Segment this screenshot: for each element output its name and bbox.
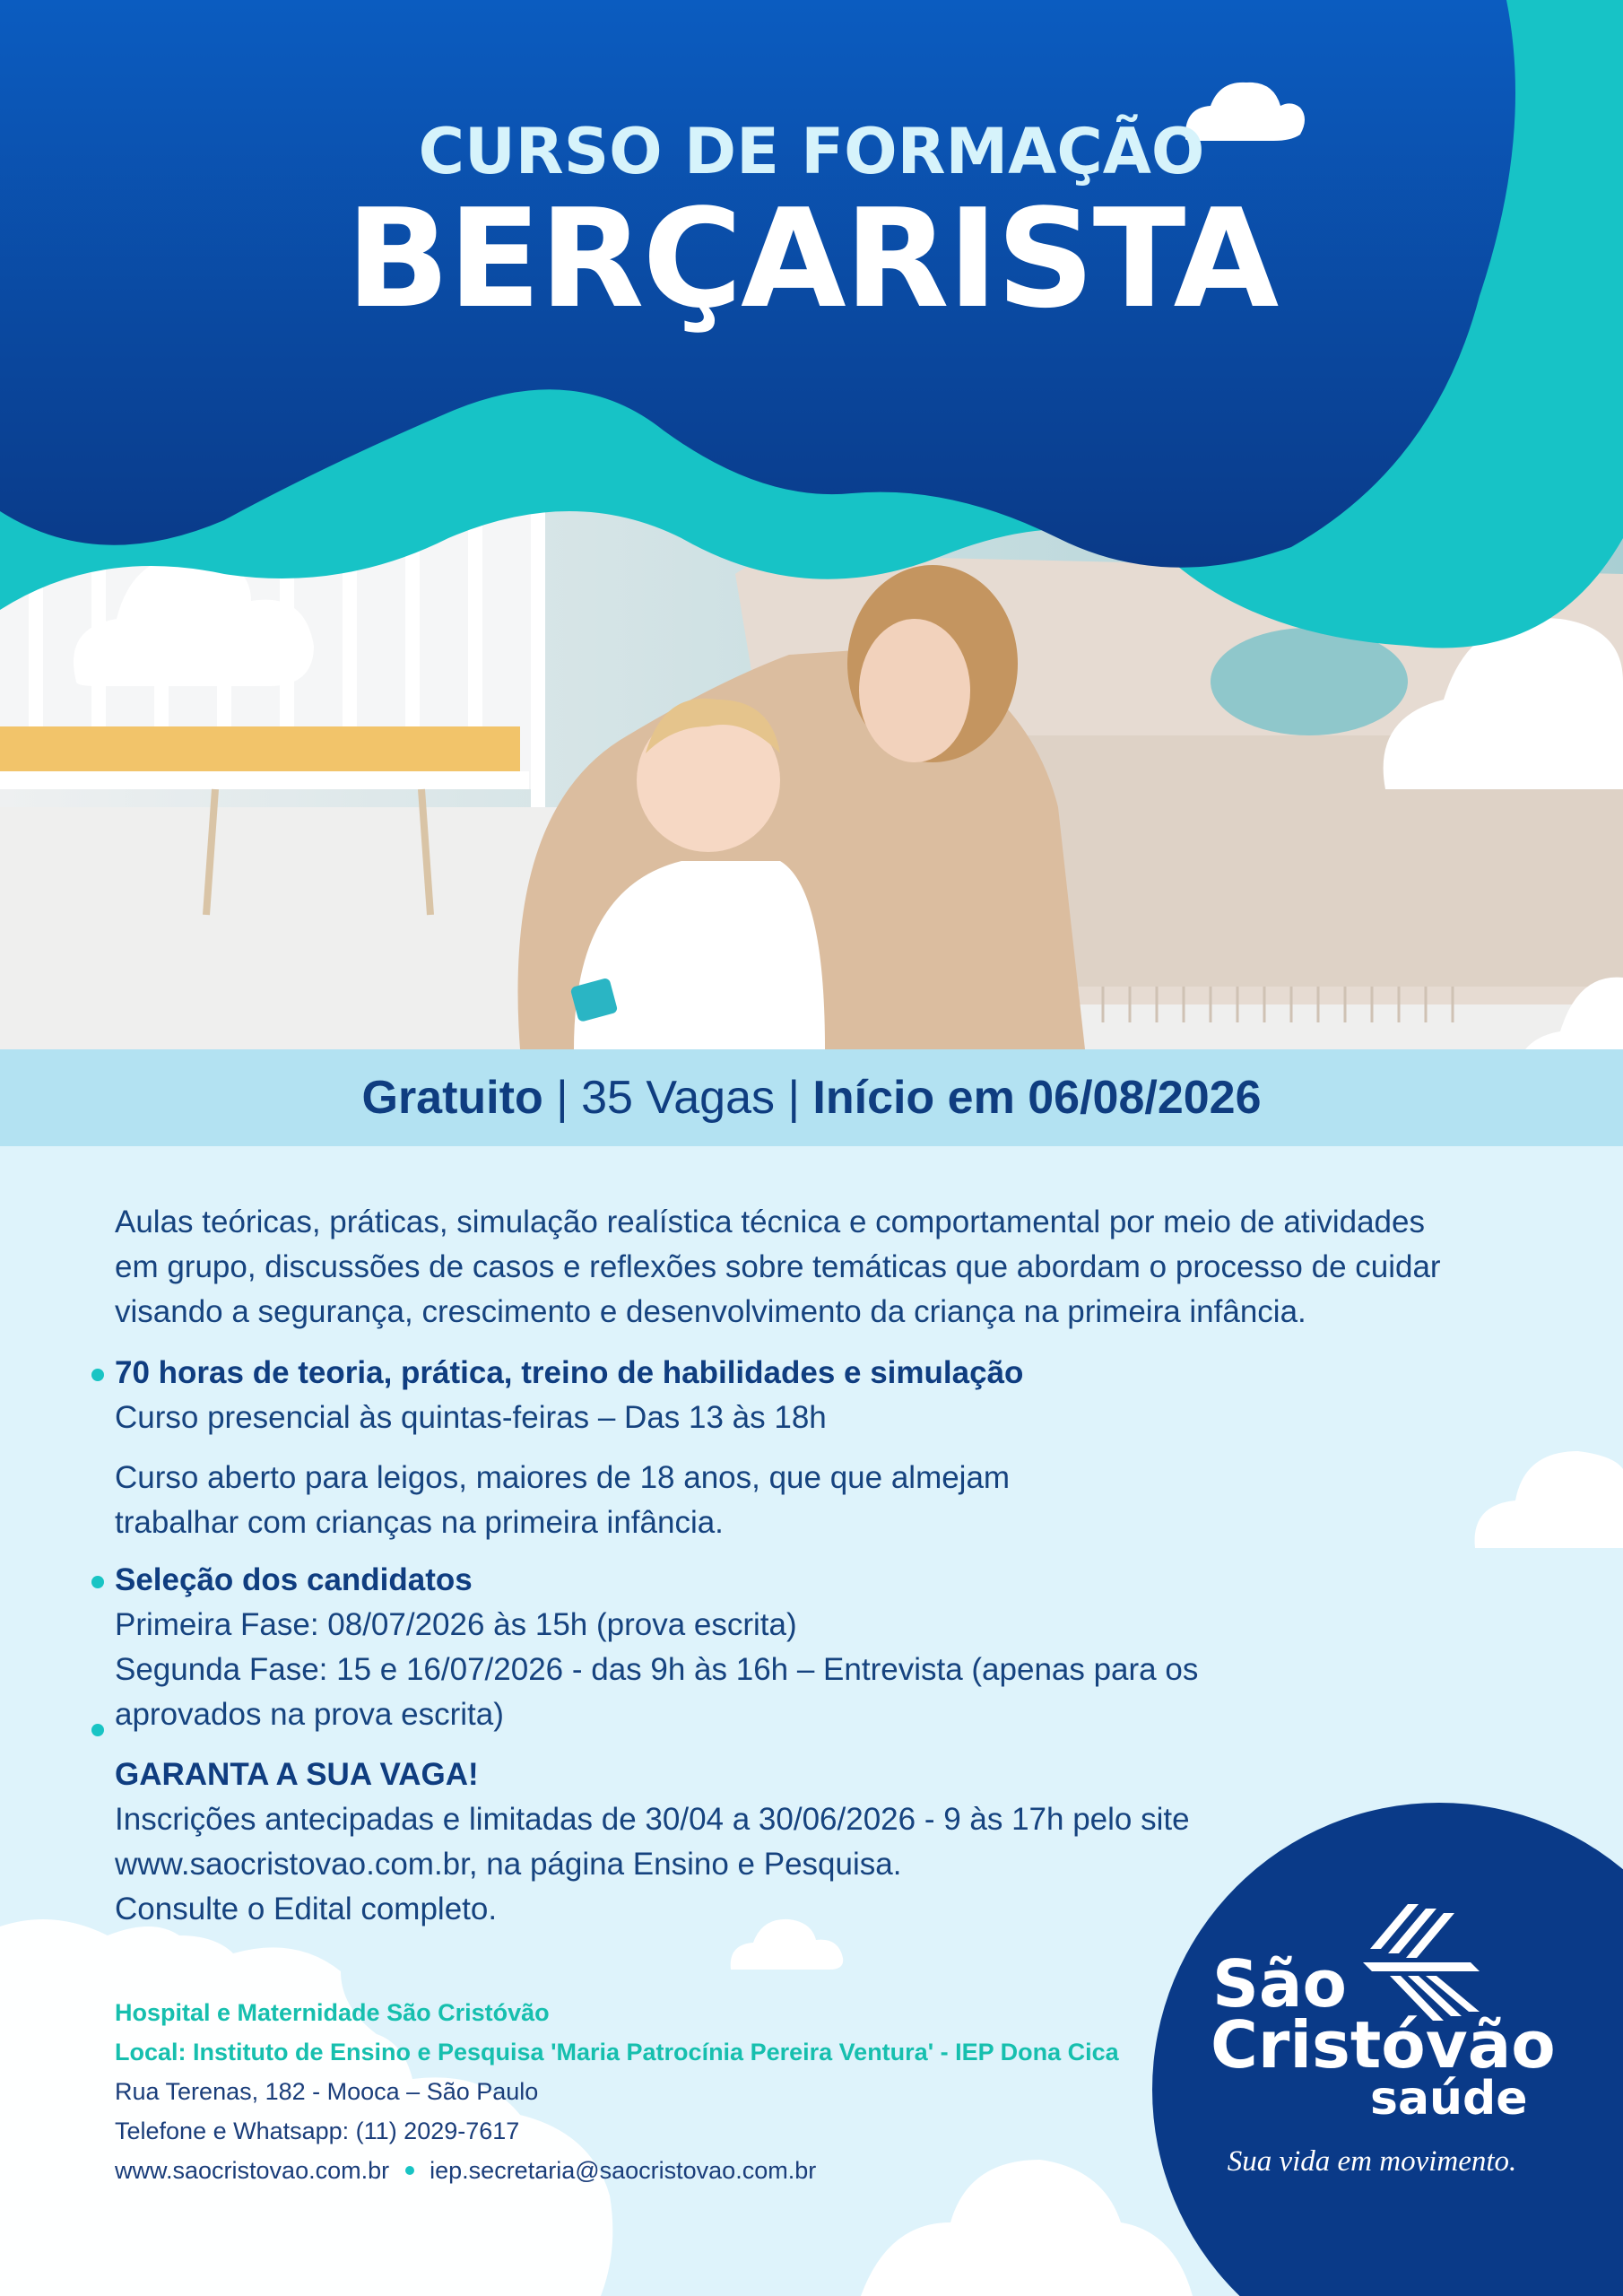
- hospital-name: Hospital e Maternidade São Cristóvão: [115, 1999, 550, 2026]
- cta-line: Inscrições antecipadas e limitadas de 30/04 a 30/06/2026 - 9 às 17h pelo site: [115, 1802, 1190, 1837]
- hours-block: [115, 1351, 1370, 1440]
- intro-line: visando a segurança, crescimento e desenvolvimento da criança na primeira infância.: [115, 1294, 1306, 1329]
- bullet-icon: [91, 1369, 104, 1381]
- course-subtitle: CURSO DE FORMAÇÃO: [418, 115, 1205, 188]
- audience-line: Curso aberto para leigos, maiores de 18 anos, que que almejam: [115, 1460, 1011, 1495]
- logo-tagline: Sua vida em movimento.: [1227, 2145, 1517, 2178]
- location-text: Local: Instituto de Ensino e Pesquisa 'Maria Patrocínia Pereira Ventura' - IEP Dona Cica: [115, 2039, 1119, 2066]
- hours-heading: 70 horas de teoria, prática, treino de habilidades e simulação: [115, 1355, 1024, 1390]
- logo-name-line3: saúde: [1370, 2072, 1528, 2126]
- phase-two-text-continued: aprovados na prova escrita): [115, 1697, 504, 1732]
- free-label: Gratuito: [361, 1072, 543, 1124]
- selection-block: [115, 1558, 1370, 1737]
- audience-block: [115, 1456, 1370, 1545]
- intro-line: em grupo, discussões de casos e reflexões sobre temáticas que abordam o processo de cuidar: [115, 1249, 1441, 1284]
- course-title: BERÇARISTA: [345, 179, 1278, 338]
- separator: |: [775, 1072, 813, 1124]
- phase-one-text: Primeira Fase: 08/07/2026 às 15h (prova escrita): [115, 1607, 797, 1642]
- address-text: Rua Terenas, 182 - Mooca – São Paulo: [115, 2078, 539, 2105]
- audience-line: trabalhar com crianças na primeira infância.: [115, 1505, 724, 1540]
- email-link[interactable]: iep.secretaria@saocristovao.com.br: [430, 2157, 817, 2184]
- cta-heading: GARANTA A SUA VAGA!: [115, 1757, 479, 1792]
- schedule-text: Curso presencial às quintas-feiras – Das 13 às 18h: [115, 1400, 827, 1435]
- start-date-label: Início em 06/08/2026: [812, 1072, 1262, 1124]
- intro-paragraph: [115, 1200, 1549, 1335]
- logo-name-line2: Cristóvão: [1211, 2007, 1556, 2083]
- info-banner-text: [0, 1065, 1623, 1130]
- cta-block: [115, 1752, 1370, 1932]
- website-link[interactable]: www.saocristovao.com.br: [115, 2157, 390, 2184]
- contact-line: [115, 2151, 816, 2190]
- phase-two-text: Segunda Fase: 15 e 16/07/2026 - das 9h às 16h – Entrevista (apenas para os: [115, 1652, 1199, 1687]
- bullet-icon: [91, 1724, 104, 1736]
- logo-name-line1: São: [1212, 1946, 1347, 2022]
- sao-cristovao-logo-icon: [1354, 1900, 1488, 2025]
- cta-line: Consulte o Edital completo.: [115, 1892, 498, 1926]
- intro-line: Aulas teóricas, práticas, simulação realística técnica e comportamental por meio de atividades: [115, 1205, 1425, 1239]
- selection-heading: Seleção dos candidatos: [115, 1562, 473, 1597]
- phone-text: Telefone e Whatsapp: (11) 2029-7617: [115, 2118, 520, 2144]
- cta-line: www.saocristovao.com.br, na página Ensino e Pesquisa.: [115, 1847, 902, 1882]
- dot-separator-icon: [405, 2166, 414, 2175]
- separator: |: [542, 1072, 582, 1124]
- spots-label: 35 Vagas: [581, 1072, 775, 1124]
- bullet-icon: [91, 1576, 104, 1588]
